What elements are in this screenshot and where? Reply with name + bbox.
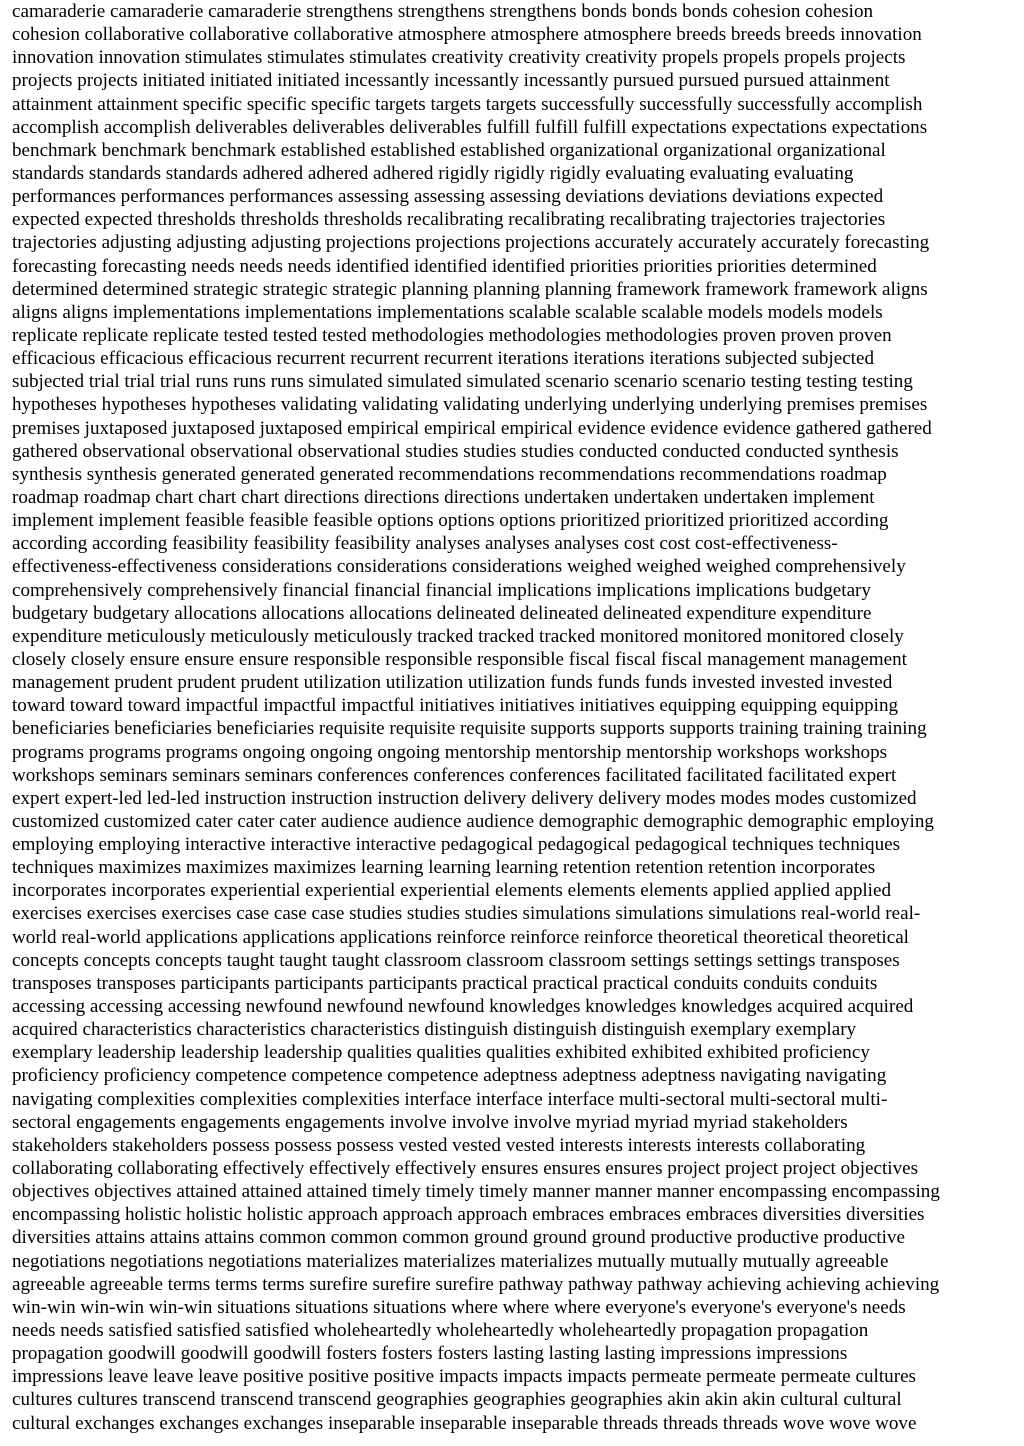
text-line: negotiations negotiations negotiations materializes materializes materializes mutually mutually mutually agreeable <box>12 1250 889 1272</box>
text-line: forecasting forecasting needs needs needs identified identified identified priorities priorities priorities determined <box>12 255 877 277</box>
text-line: aligns aligns implementations implementations implementations scalable scalable scalable models models models <box>12 301 883 323</box>
text-line: synthesis synthesis generated generated generated recommendations recommendations recommendations roadmap <box>12 463 887 485</box>
text-line: customized customized cater cater cater audience audience audience demographic demographic demographic employing <box>12 810 934 832</box>
text-line: projects projects initiated initiated initiated incessantly incessantly incessantly pursued pursued pursued attainment <box>12 70 890 92</box>
text-line: benchmark benchmark benchmark established established established organizational organizational organizational <box>12 139 886 161</box>
text-line: incorporates incorporates experiential experiential experiential elements elements elements applied applied applied <box>12 880 892 902</box>
text-line: hypotheses hypotheses hypotheses validating validating validating underlying underlying underlying premises premises <box>12 394 928 416</box>
text-line: closely closely ensure ensure ensure responsible responsible responsible fiscal fiscal fiscal management management <box>12 648 907 670</box>
text-line: expected expected thresholds thresholds thresholds recalibrating recalibrating recalibrating trajectories trajectories <box>12 209 886 231</box>
text-line: toward toward toward impactful impactful impactful initiatives initiatives initiatives equipping equipping equipping <box>12 695 899 717</box>
text-line: comprehensively comprehensively financial financial financial implications implications implications budgetary <box>12 579 871 601</box>
text-line: world real-world applications applications applications reinforce reinforce reinforce theoretical theoretical theoretical <box>12 926 909 948</box>
text-line: sectoral engagements engagements engagements involve involve involve myriad myriad myriad stakeholders <box>12 1111 848 1133</box>
text-line: stakeholders stakeholders possess possess possess vested vested vested interests interests interests collaborating <box>12 1134 866 1156</box>
text-line: employing employing interactive interactive interactive pedagogical pedagogical pedagogical techniques techniques <box>12 834 901 856</box>
text-line: innovation innovation stimulates stimulates stimulates creativity creativity creativity propels propels propels projects <box>12 47 906 69</box>
body-text <box>12 0 1024 1435</box>
text-line: efficacious efficacious efficacious recurrent recurrent recurrent iterations iterations iterations subjected subjected <box>12 348 875 370</box>
text-line: standards standards standards adhered adhered adhered rigidly rigidly rigidly evaluating evaluating evaluating <box>12 162 854 184</box>
text-line: expert expert-led led-led instruction instruction instruction delivery delivery delivery modes modes modes customized <box>12 787 917 809</box>
text-line: agreeable agreeable terms terms terms surefire surefire surefire pathway pathway pathway achieving achieving achieving <box>12 1273 940 1295</box>
text-line: camaraderie camaraderie camaraderie strengthens strengthens strengthens bonds bonds bonds cohesion cohesion <box>12 1 874 22</box>
text-line: transposes transposes participants participants participants practical practical practical conduits conduits conduits <box>12 972 878 994</box>
text-line: exemplary leadership leadership leadership qualities qualities qualities exhibited exhibited exhibited proficiency <box>12 1042 870 1064</box>
text-line: performances performances performances assessing assessing assessing deviations deviations deviations expected <box>12 186 884 208</box>
text-line: cultures cultures transcend transcend transcend geographies geographies geographies akin akin akin cultural cultural <box>12 1389 902 1411</box>
text-line: collaborating collaborating effectively effectively effectively ensures ensures ensures project project project objectives <box>12 1158 919 1180</box>
text-line: techniques maximizes maximizes maximizes learning learning learning retention retention retention incorporates <box>12 857 876 879</box>
text-line: acquired characteristics characteristics characteristics distinguish distinguish distinguish exemplary exemplary <box>12 1019 857 1041</box>
text-line: attainment attainment specific specific specific targets targets targets successfully successfully successfully accomplish <box>12 93 923 115</box>
text-line: beneficiaries beneficiaries beneficiaries requisite requisite requisite supports supports supports training training training <box>12 718 927 740</box>
text-line: cultural exchanges exchanges exchanges inseparable inseparable inseparable threads threads threads wove wove wove <box>12 1412 917 1434</box>
text-line: effectiveness-effectiveness considerations considerations considerations weighed weighed weighed comprehensively <box>12 556 906 578</box>
text-line: exercises exercises exercises case case case studies studies studies simulations simulations simulations real-world real- <box>12 903 921 925</box>
text-line: accomplish accomplish deliverables deliverables deliverables fulfill fulfill fulfill expectations expectations expectations <box>12 116 928 138</box>
text-line: workshops seminars seminars seminars conferences conferences conferences facilitated facilitated facilitated expert <box>12 764 897 786</box>
text-line: determined determined strategic strategic strategic planning planning planning framework framework framework aligns <box>12 278 928 300</box>
text-line: expenditure meticulously meticulously meticulously tracked tracked tracked monitored monitored monitored closely <box>12 625 904 647</box>
text-line: objectives objectives attained attained attained timely timely timely manner manner manner encompassing encompassing <box>12 1181 940 1203</box>
text-line: subjected trial trial trial runs runs runs simulated simulated simulated scenario scenario scenario testing testing testing <box>12 371 913 393</box>
text-line: encompassing holistic holistic holistic approach approach approach embraces embraces embraces diversities diversities <box>12 1204 925 1226</box>
text-line: replicate replicate replicate tested tested tested methodologies methodologies methodologies proven proven proven <box>12 324 892 346</box>
text-line: budgetary budgetary allocations allocations allocations delineated delineated delineated expenditure expenditure <box>12 602 872 624</box>
text-line: trajectories adjusting adjusting adjusting projections projections projections accurately accurately accurately forecasting <box>12 232 930 254</box>
text-line: roadmap roadmap chart chart chart directions directions directions undertaken undertaken undertaken implement <box>12 486 875 508</box>
text-line: concepts concepts concepts taught taught taught classroom classroom classroom settings settings settings transposes <box>12 949 900 971</box>
text-line: impressions leave leave leave positive positive positive impacts impacts impacts permeate permeate permeate cultures <box>12 1366 916 1388</box>
text-line: proficiency proficiency competence competence competence adeptness adeptness adeptness navigating navigating <box>12 1065 887 1087</box>
text-line: according according feasibility feasibility feasibility analyses analyses analyses cost cost cost-effectiveness- <box>12 533 838 555</box>
text-line: diversities attains attains attains common common common ground ground ground productive productive productive <box>12 1227 905 1249</box>
text-line: accessing accessing accessing newfound newfound newfound knowledges knowledges knowledges acquired acquired <box>12 996 914 1018</box>
text-line: gathered observational observational observational studies studies studies conducted conducted conducted synthesis <box>12 440 899 462</box>
text-line: cohesion collaborative collaborative collaborative atmosphere atmosphere atmosphere breeds breeds breeds innovation <box>12 24 922 46</box>
text-line: premises juxtaposed juxtaposed juxtaposed empirical empirical empirical evidence evidence evidence gathered gathered <box>12 417 932 439</box>
text-line: win-win win-win win-win situations situations situations where where where everyone's everyone's everyone's needs <box>12 1296 906 1318</box>
text-line: needs needs satisfied satisfied satisfied wholeheartedly wholeheartedly wholeheartedly propagation propagation <box>12 1320 869 1342</box>
text-line: programs programs programs ongoing ongoing ongoing mentorship mentorship mentorship workshops workshops <box>12 741 888 763</box>
text-line: management prudent prudent prudent utilization utilization utilization funds funds funds invested invested invested <box>12 672 893 694</box>
text-line: implement implement feasible feasible feasible options options options prioritized prioritized prioritized according <box>12 510 889 532</box>
text-line: navigating complexities complexities complexities interface interface interface multi-sectoral multi-sectoral multi- <box>12 1088 888 1110</box>
text-line: propagation goodwill goodwill goodwill fosters fosters fosters lasting lasting lasting impressions impressions <box>12 1343 848 1365</box>
